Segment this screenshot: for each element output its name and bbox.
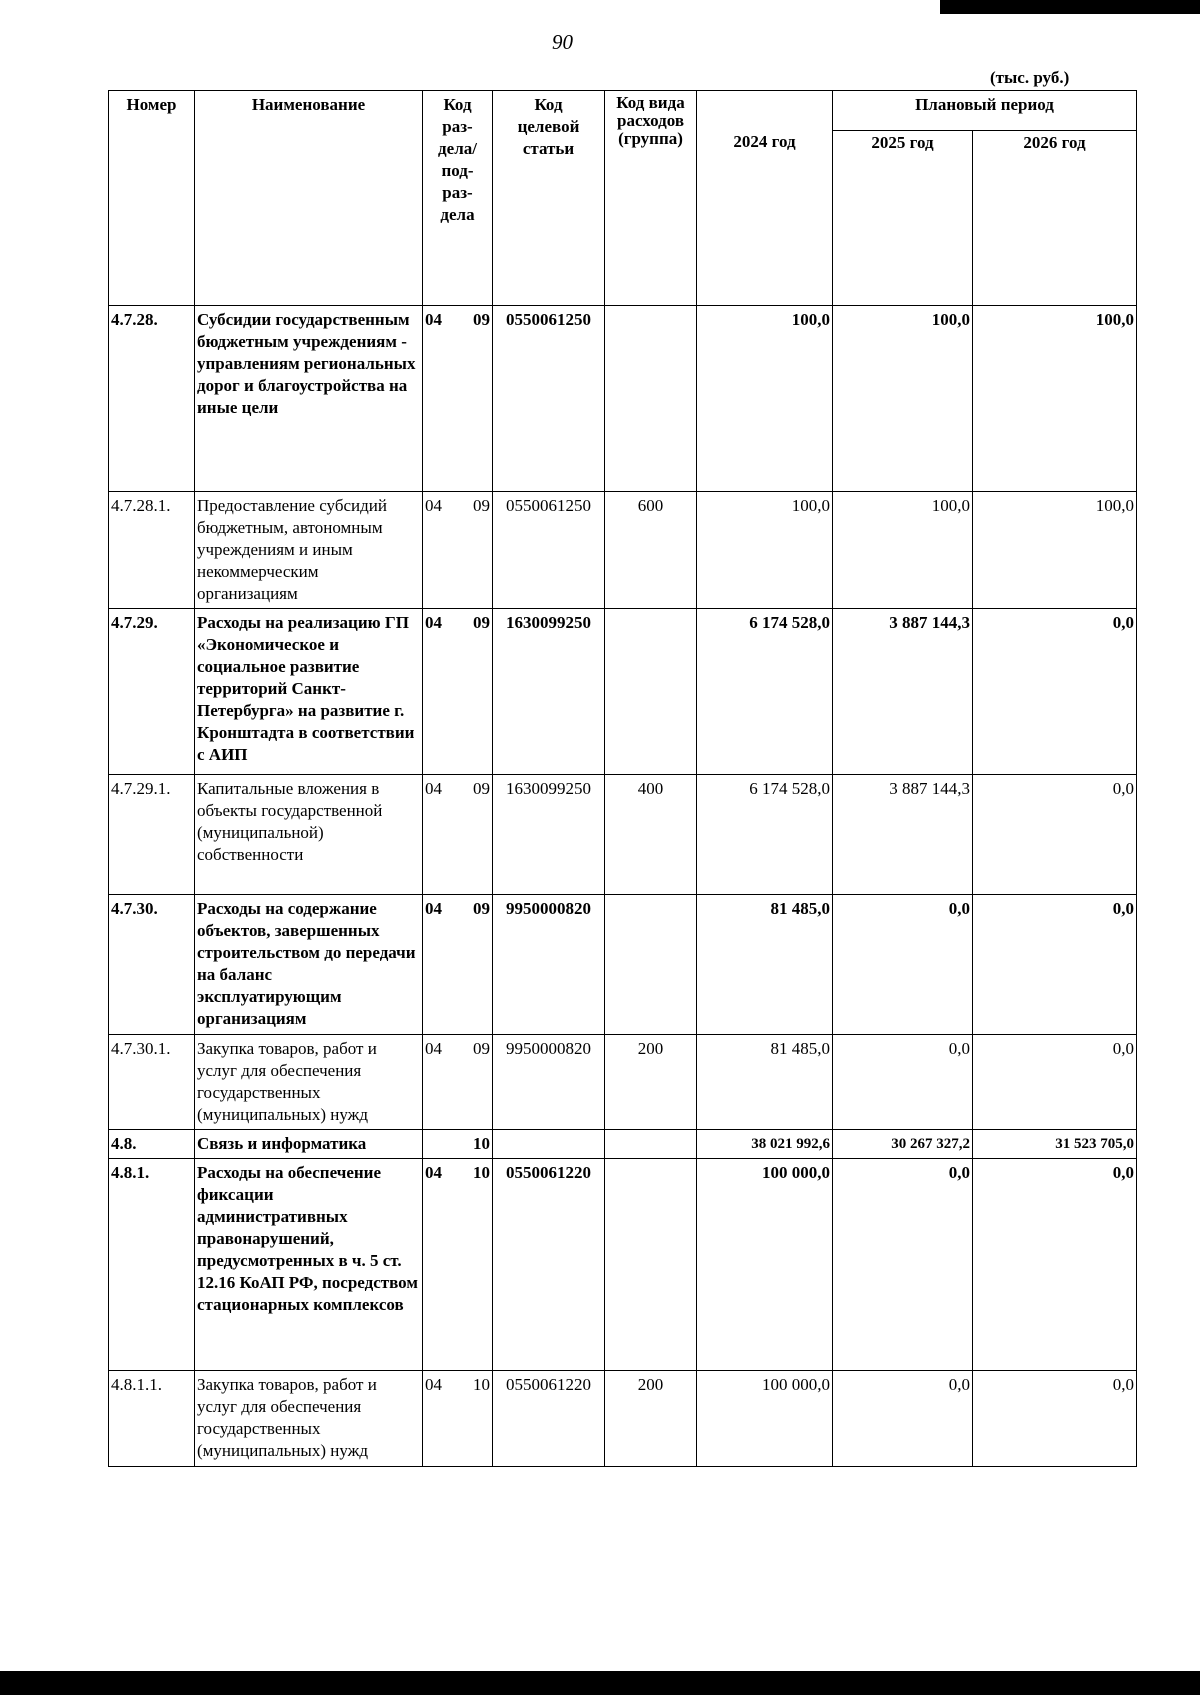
section-code: 04 (425, 613, 442, 632)
table-row (109, 1159, 1137, 1371)
section-code: 04 (425, 1375, 442, 1394)
row-name: Расходы на обеспечение фиксации административных правонарушений, предусмотренных в ч. 5 ст. 12.16 КоАП РФ, посредством стационарных комплексов (195, 1159, 423, 1371)
row-name: Закупка товаров, работ и услуг для обеспечения государственных (муниципальных) нужд (195, 1035, 423, 1130)
row-section (423, 1159, 493, 1371)
subsection-code: 10 (473, 1134, 490, 1153)
table-row (109, 1035, 1137, 1130)
row-section (423, 775, 493, 895)
row-2026: 0,0 (973, 775, 1137, 895)
section-code: 04 (425, 496, 442, 515)
budget-table (108, 90, 1137, 1467)
row-target-code (493, 1130, 605, 1159)
row-target-code: 1630099250 (493, 775, 605, 895)
header-2024: 2024 год (697, 91, 833, 306)
row-target-code: 1630099250 (493, 609, 605, 775)
header-target-line: статьи (522, 139, 575, 158)
header-target-line: целевой (517, 117, 580, 136)
subsection-code: 09 (473, 1039, 490, 1058)
table-row (109, 609, 1137, 775)
scan-bottom-edge (0, 1671, 1200, 1695)
section-code: 04 (425, 1163, 442, 1182)
row-target-code: 0550061220 (493, 1159, 605, 1371)
section-code: 04 (425, 1039, 442, 1058)
table-row (109, 492, 1137, 609)
header-section-line: под- (441, 161, 474, 180)
row-2026: 0,0 (973, 1035, 1137, 1130)
row-name: Расходы на содержание объектов, завершенных строительством до передачи на баланс эксплуатирующим организациям (195, 895, 423, 1035)
table-row (109, 1371, 1137, 1467)
row-section (423, 492, 493, 609)
table-row (109, 895, 1137, 1035)
subsection-code: 09 (473, 779, 490, 798)
row-name: Закупка товаров, работ и услуг для обеспечения государственных (муниципальных) нужд (195, 1371, 423, 1467)
row-target-code: 0550061250 (493, 492, 605, 609)
row-2025: 100,0 (833, 492, 973, 609)
header-type-line: Код вида (616, 93, 685, 112)
row-expense-type (605, 1159, 697, 1371)
row-expense-type (605, 895, 697, 1035)
row-number: 4.7.30.1. (109, 1035, 195, 1130)
row-2024: 6 174 528,0 (697, 775, 833, 895)
header-section-line: раз- (442, 117, 473, 136)
header-target-code (493, 91, 605, 306)
row-2026: 100,0 (973, 492, 1137, 609)
header-planned-period: Плановый период (833, 91, 1137, 131)
row-2026: 31 523 705,0 (973, 1130, 1137, 1159)
header-target-line: Код (534, 95, 563, 114)
row-2024: 81 485,0 (697, 1035, 833, 1130)
subsection-code: 09 (473, 496, 490, 515)
row-2025: 30 267 327,2 (833, 1130, 973, 1159)
units-label: (тыс. руб.) (990, 68, 1070, 87)
header-type-line: расходов (617, 111, 684, 130)
row-2024: 6 174 528,0 (697, 609, 833, 775)
row-2026: 0,0 (973, 609, 1137, 775)
row-target-code: 9950000820 (493, 895, 605, 1035)
row-2025: 0,0 (833, 1035, 973, 1130)
row-target-code: 0550061220 (493, 1371, 605, 1467)
header-section-line: дела/ (438, 139, 477, 158)
row-name: Расходы на реализацию ГП «Экономическое и социальное развитие территорий Санкт-Петербурга» на развитие г. Кронштадта в соответствии с АИП (195, 609, 423, 775)
header-type-line: (группа) (618, 129, 683, 148)
subsection-code: 10 (473, 1163, 490, 1182)
row-2024: 81 485,0 (697, 895, 833, 1035)
row-2026: 0,0 (973, 1371, 1137, 1467)
row-2024: 100,0 (697, 492, 833, 609)
row-2025: 3 887 144,3 (833, 609, 973, 775)
header-section-line: дела (440, 205, 475, 224)
row-number: 4.8.1. (109, 1159, 195, 1371)
row-2025: 0,0 (833, 895, 973, 1035)
row-expense-type: 400 (605, 775, 697, 895)
header-section-line: Код (443, 95, 472, 114)
row-number: 4.7.29.1. (109, 775, 195, 895)
row-2024: 100 000,0 (697, 1371, 833, 1467)
row-target-code: 9950000820 (493, 1035, 605, 1130)
row-expense-type: 600 (605, 492, 697, 609)
row-section (423, 1371, 493, 1467)
row-expense-type: 200 (605, 1035, 697, 1130)
header-2026: 2026 год (973, 131, 1137, 306)
section-code: 04 (425, 899, 442, 918)
row-section (423, 1130, 493, 1159)
row-expense-type: 200 (605, 1371, 697, 1467)
row-expense-type (605, 1130, 697, 1159)
subsection-code: 09 (473, 613, 490, 632)
subsection-code: 09 (473, 899, 490, 918)
row-2025: 3 887 144,3 (833, 775, 973, 895)
row-number: 4.8.1.1. (109, 1371, 195, 1467)
row-2025: 0,0 (833, 1159, 973, 1371)
subsection-code: 10 (473, 1375, 490, 1394)
row-name: Субсидии государственным бюджетным учреждениям - управлениям региональных дорог и благоустройства на иные цели (195, 306, 423, 492)
row-2024: 100 000,0 (697, 1159, 833, 1371)
header-expense-type (605, 91, 697, 306)
row-2026: 0,0 (973, 895, 1137, 1035)
row-number: 4.7.28.1. (109, 492, 195, 609)
row-section (423, 1035, 493, 1130)
page-number: 90 (552, 30, 573, 54)
subsection-code: 09 (473, 310, 490, 329)
row-section (423, 895, 493, 1035)
row-number: 4.7.30. (109, 895, 195, 1035)
section-code: 04 (425, 779, 442, 798)
section-code: 04 (425, 310, 442, 329)
row-expense-type (605, 306, 697, 492)
row-section (423, 609, 493, 775)
row-2026: 0,0 (973, 1159, 1137, 1371)
row-number: 4.7.28. (109, 306, 195, 492)
header-name: Наименование (195, 91, 423, 306)
table-row (109, 775, 1137, 895)
scan-dark-corner (940, 0, 1200, 14)
header-2025: 2025 год (833, 131, 973, 306)
row-2025: 0,0 (833, 1371, 973, 1467)
header-section-line: раз- (442, 183, 473, 202)
row-name: Капитальные вложения в объекты государственной (муниципальной) собственности (195, 775, 423, 895)
header-section-code (423, 91, 493, 306)
row-2026: 100,0 (973, 306, 1137, 492)
row-2024: 38 021 992,6 (697, 1130, 833, 1159)
row-2025: 100,0 (833, 306, 973, 492)
row-2024: 100,0 (697, 306, 833, 492)
row-name: Связь и информатика (195, 1130, 423, 1159)
header-number: Номер (109, 91, 195, 306)
table-body (109, 306, 1137, 1467)
row-section (423, 306, 493, 492)
row-target-code: 0550061250 (493, 306, 605, 492)
table-row (109, 306, 1137, 492)
row-number: 4.8. (109, 1130, 195, 1159)
row-name: Предоставление субсидий бюджетным, автономным учреждениям и иным некоммерческим организациям (195, 492, 423, 609)
row-number: 4.7.29. (109, 609, 195, 775)
scan-top-edge (0, 0, 1200, 14)
row-expense-type (605, 609, 697, 775)
table-row (109, 1130, 1137, 1159)
